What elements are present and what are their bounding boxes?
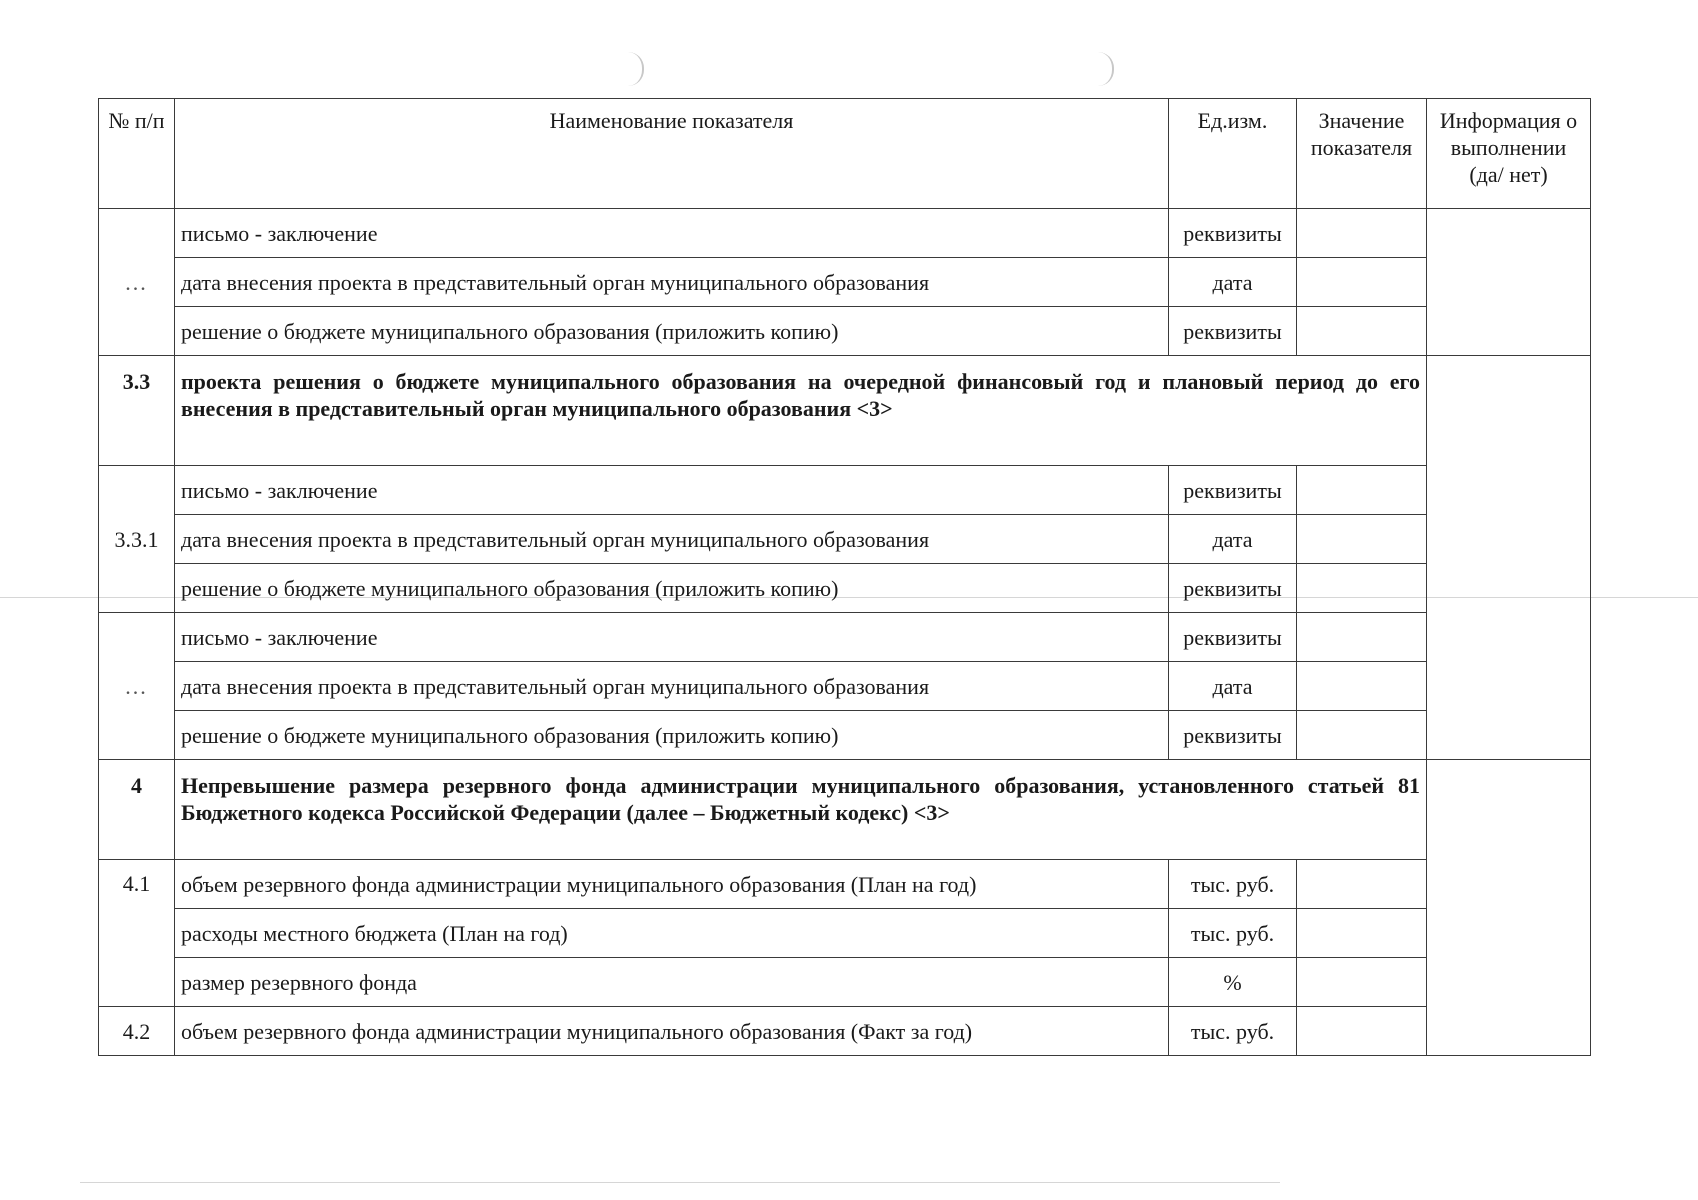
table-row <box>99 662 1591 711</box>
section-row-3-3 <box>99 356 1591 466</box>
indicator-unit: реквизиты <box>1169 209 1297 258</box>
indicator-value-cell <box>1297 307 1427 356</box>
indicator-value-cell <box>1297 711 1427 760</box>
table-row <box>99 564 1591 613</box>
indicator-name: решение о бюджете муниципального образования (приложить копию) <box>175 307 1169 356</box>
section-number: 3.3 <box>99 356 175 466</box>
indicator-name: решение о бюджете муниципального образования (приложить копию) <box>175 564 1169 613</box>
table-row <box>99 515 1591 564</box>
punch-hole-mark <box>628 52 644 86</box>
indicator-name: письмо - заключение <box>175 613 1169 662</box>
indicators-table <box>98 98 1591 1056</box>
indicator-value-cell <box>1297 909 1427 958</box>
header-unit: Ед.изм. <box>1169 99 1297 209</box>
indicator-value-cell <box>1297 466 1427 515</box>
table-row <box>99 958 1591 1007</box>
indicator-unit: реквизиты <box>1169 711 1297 760</box>
indicator-value-cell <box>1297 613 1427 662</box>
row-number <box>99 613 175 760</box>
indicator-value-cell <box>1297 515 1427 564</box>
section-title: проекта решения о бюджете муниципального образования на очередной финансовый год и плановый период до его внесения в представительный орган муниципального образования <3> <box>175 356 1427 466</box>
row-number: 4.1 <box>99 860 175 1007</box>
table-row <box>99 711 1591 760</box>
indicator-name: объем резервного фонда администрации муниципального образования (План на год) <box>175 860 1169 909</box>
row-number-text: ... <box>125 269 148 295</box>
indicator-unit: реквизиты <box>1169 613 1297 662</box>
indicator-value-cell <box>1297 258 1427 307</box>
info-cell <box>1427 760 1591 1056</box>
table-row <box>99 1007 1591 1056</box>
header-name: Наименование показателя <box>175 99 1169 209</box>
indicator-value-cell <box>1297 209 1427 258</box>
table-row <box>99 613 1591 662</box>
indicator-unit: тыс. руб. <box>1169 909 1297 958</box>
indicator-value-cell <box>1297 564 1427 613</box>
indicator-value-cell <box>1297 1007 1427 1056</box>
indicator-value-cell <box>1297 662 1427 711</box>
indicator-unit: дата <box>1169 515 1297 564</box>
row-number-text: ... <box>125 673 148 699</box>
indicator-value-cell <box>1297 958 1427 1007</box>
row-number <box>99 209 175 356</box>
table-row <box>99 860 1591 909</box>
indicator-name: дата внесения проекта в представительный орган муниципального образования <box>175 515 1169 564</box>
indicator-name: дата внесения проекта в представительный орган муниципального образования <box>175 258 1169 307</box>
table-row <box>99 258 1591 307</box>
indicator-name: решение о бюджете муниципального образования (приложить копию) <box>175 711 1169 760</box>
info-cell <box>1427 209 1591 356</box>
indicator-unit: дата <box>1169 258 1297 307</box>
indicator-name: письмо - заключение <box>175 209 1169 258</box>
header-info: Информация о выполнении (да/ нет) <box>1427 99 1591 209</box>
indicator-unit: тыс. руб. <box>1169 1007 1297 1056</box>
indicator-unit: дата <box>1169 662 1297 711</box>
table-header-row <box>99 99 1591 209</box>
table-row <box>99 909 1591 958</box>
header-value: Значение показателя <box>1297 99 1427 209</box>
table-row <box>99 209 1591 258</box>
punch-hole-mark <box>1098 52 1114 86</box>
indicator-unit: % <box>1169 958 1297 1007</box>
indicator-name: расходы местного бюджета (План на год) <box>175 909 1169 958</box>
section-row-4 <box>99 760 1591 860</box>
section-title: Непревышение размера резервного фонда администрации муниципального образования, установленного статьей 81 Бюджетного кодекса Российской Федерации (далее – Бюджетный кодекс) <3> <box>175 760 1427 860</box>
indicator-name: объем резервного фонда администрации муниципального образования (Факт за год) <box>175 1007 1169 1056</box>
table-row <box>99 466 1591 515</box>
indicator-unit: тыс. руб. <box>1169 860 1297 909</box>
indicator-name: размер резервного фонда <box>175 958 1169 1007</box>
row-number: 4.2 <box>99 1007 175 1056</box>
table-row <box>99 307 1591 356</box>
info-cell <box>1427 356 1591 760</box>
indicator-unit: реквизиты <box>1169 307 1297 356</box>
header-num: № п/п <box>99 99 175 209</box>
indicator-name: дата внесения проекта в представительный орган муниципального образования <box>175 662 1169 711</box>
section-number: 4 <box>99 760 175 860</box>
indicator-value-cell <box>1297 860 1427 909</box>
row-number: 3.3.1 <box>99 466 175 613</box>
indicator-name: письмо - заключение <box>175 466 1169 515</box>
scan-artifact-line <box>80 1182 1280 1183</box>
indicator-unit: реквизиты <box>1169 564 1297 613</box>
indicator-unit: реквизиты <box>1169 466 1297 515</box>
